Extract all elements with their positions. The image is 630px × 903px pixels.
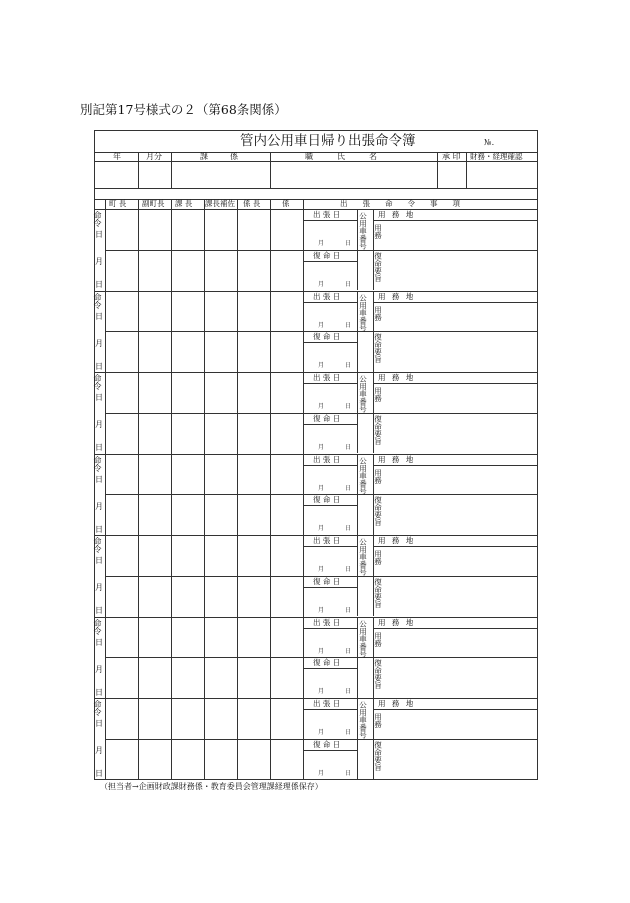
day-label: 日 bbox=[345, 647, 352, 655]
vehicle-number-label: 公用車番号 bbox=[358, 701, 368, 739]
day-label: 日 bbox=[345, 606, 352, 614]
depart-date-label: 出 張 日 bbox=[313, 617, 341, 627]
day-label: 日 bbox=[345, 280, 352, 288]
form-reference-note: 別記第17号様式の２（第68条関係） bbox=[80, 102, 287, 117]
order-month-label: 月 bbox=[95, 664, 103, 674]
destination-label: 用 務 地 bbox=[378, 699, 416, 708]
vehicle-number-label: 公用車番号 bbox=[358, 619, 368, 657]
order-day-label: 日 bbox=[95, 524, 103, 534]
month-label: 月 bbox=[318, 280, 325, 288]
business-label: 用務 bbox=[373, 468, 383, 484]
vehicle-number-label: 公用車番号 bbox=[358, 212, 368, 250]
order-label: 命令 bbox=[93, 700, 102, 716]
order-day-label: 日 bbox=[95, 280, 103, 289]
storage-note: （担当者→企画財政課財務係・教育委員会管理課経理係保存） bbox=[100, 782, 323, 791]
order-label: 命令 bbox=[93, 537, 102, 553]
report-summary-label: 復命要旨 bbox=[373, 659, 383, 689]
day-label: 日 bbox=[345, 240, 352, 247]
report-summary-label: 復命要旨 bbox=[373, 251, 383, 282]
destination-label: 用 務 地 bbox=[378, 617, 416, 627]
order-month-label: 月 bbox=[95, 420, 103, 429]
return-date-label: 復 命 日 bbox=[313, 739, 341, 749]
order-label: 命令 bbox=[93, 374, 102, 390]
order-day-label: 日 bbox=[95, 474, 103, 484]
destination-label: 用 務 地 bbox=[378, 454, 416, 464]
form-number-label: №. bbox=[484, 138, 495, 147]
day-label: 日 bbox=[345, 443, 352, 451]
report-summary-label: 復命要旨 bbox=[373, 414, 383, 445]
destination-label: 用 務 地 bbox=[378, 536, 416, 545]
return-date-label: 復 命 日 bbox=[313, 658, 341, 667]
month-label: 月 bbox=[318, 362, 325, 369]
depart-date-label: 出 張 日 bbox=[313, 454, 341, 464]
destination-label: 用 務 地 bbox=[378, 373, 416, 382]
month-label: 月 bbox=[318, 647, 325, 655]
header-year: 年 bbox=[113, 152, 121, 161]
header-section: 課 係 bbox=[200, 152, 240, 161]
return-date-label: 復 命 日 bbox=[313, 250, 341, 260]
order-day-label: 日 bbox=[95, 230, 103, 239]
month-label: 月 bbox=[318, 443, 325, 451]
day-label: 日 bbox=[345, 729, 352, 736]
depart-date-label: 出 張 日 bbox=[313, 373, 341, 382]
return-date-label: 復 命 日 bbox=[313, 332, 341, 341]
col-vice-mayor: 副町長 bbox=[142, 199, 165, 208]
order-month-label: 月 bbox=[95, 746, 103, 755]
month-label: 月 bbox=[318, 606, 325, 614]
business-label: 用務 bbox=[373, 305, 383, 321]
form-title: 管内公用車日帰り出張命令簿 bbox=[240, 133, 416, 149]
vehicle-number-label: 公用車番号 bbox=[358, 293, 368, 331]
business-label: 用務 bbox=[373, 224, 383, 239]
depart-date-label: 出 張 日 bbox=[313, 536, 341, 545]
month-label: 月 bbox=[318, 769, 325, 777]
col-section-chief: 課 長 bbox=[175, 199, 193, 208]
month-label: 月 bbox=[318, 566, 325, 573]
month-label: 月 bbox=[318, 525, 325, 532]
month-label: 月 bbox=[318, 688, 325, 695]
order-label: 命令 bbox=[93, 455, 102, 472]
col-sub-chief: 係 長 bbox=[243, 199, 261, 208]
business-label: 用務 bbox=[373, 550, 383, 565]
return-date-label: 復 命 日 bbox=[313, 495, 341, 504]
depart-date-label: 出 張 日 bbox=[313, 291, 341, 301]
order-label: 命令 bbox=[93, 292, 102, 309]
day-label: 日 bbox=[345, 688, 352, 695]
return-date-label: 復 命 日 bbox=[313, 576, 341, 586]
day-label: 日 bbox=[345, 769, 352, 777]
day-label: 日 bbox=[345, 362, 352, 369]
business-label: 用務 bbox=[373, 631, 383, 647]
order-day-label: 日 bbox=[95, 637, 103, 647]
order-month-label: 月 bbox=[95, 338, 103, 348]
order-label: 命令 bbox=[93, 618, 102, 635]
report-summary-label: 復命要旨 bbox=[373, 496, 383, 526]
month-label: 月 bbox=[318, 240, 325, 247]
report-summary-label: 復命要旨 bbox=[373, 740, 383, 771]
month-label: 月 bbox=[318, 729, 325, 736]
order-month-label: 月 bbox=[95, 501, 103, 511]
order-day-label: 日 bbox=[95, 443, 103, 452]
destination-label: 用 務 地 bbox=[378, 291, 416, 301]
order-day-label: 日 bbox=[95, 606, 103, 615]
order-label: 命令 bbox=[93, 211, 102, 227]
month-label: 月 bbox=[318, 321, 325, 329]
header-finance-check: 財務・経理確認 bbox=[470, 152, 523, 161]
vehicle-number-label: 公用車番号 bbox=[358, 456, 368, 494]
order-day-label: 日 bbox=[95, 687, 103, 697]
day-label: 日 bbox=[345, 484, 352, 492]
order-month-label: 月 bbox=[95, 257, 103, 266]
col-mayor: 町 長 bbox=[109, 199, 127, 208]
depart-date-label: 出 張 日 bbox=[313, 699, 341, 708]
col-staff: 係 bbox=[282, 199, 290, 208]
report-summary-label: 復命要旨 bbox=[373, 577, 383, 608]
header-month: 月分 bbox=[146, 152, 162, 161]
vehicle-number-label: 公用車番号 bbox=[358, 375, 368, 413]
day-label: 日 bbox=[345, 403, 352, 410]
order-day-label: 日 bbox=[95, 311, 103, 321]
order-day-label: 日 bbox=[95, 556, 103, 565]
business-label: 用務 bbox=[373, 713, 383, 728]
col-business: 出 張 命 令 事 項 bbox=[340, 199, 460, 208]
order-month-label: 月 bbox=[95, 583, 103, 592]
month-label: 月 bbox=[318, 403, 325, 410]
business-label: 用務 bbox=[373, 387, 383, 402]
month-label: 月 bbox=[318, 484, 325, 492]
order-day-label: 日 bbox=[95, 393, 103, 402]
order-day-label: 日 bbox=[95, 719, 103, 728]
return-date-label: 復 命 日 bbox=[313, 413, 341, 423]
order-day-label: 日 bbox=[95, 361, 103, 371]
destination-label: 用 務 地 bbox=[378, 210, 416, 219]
day-label: 日 bbox=[345, 566, 352, 573]
report-summary-label: 復命要旨 bbox=[373, 333, 383, 363]
day-label: 日 bbox=[345, 321, 352, 329]
col-assistant: 課長補佐 bbox=[205, 199, 235, 208]
header-name: 職 氏 名 bbox=[305, 152, 377, 161]
header-approval: 承 印 bbox=[442, 152, 461, 161]
depart-date-label: 出 張 日 bbox=[313, 210, 341, 219]
order-day-label: 日 bbox=[95, 769, 103, 778]
vehicle-number-label: 公用車番号 bbox=[358, 538, 368, 576]
day-label: 日 bbox=[345, 525, 352, 532]
